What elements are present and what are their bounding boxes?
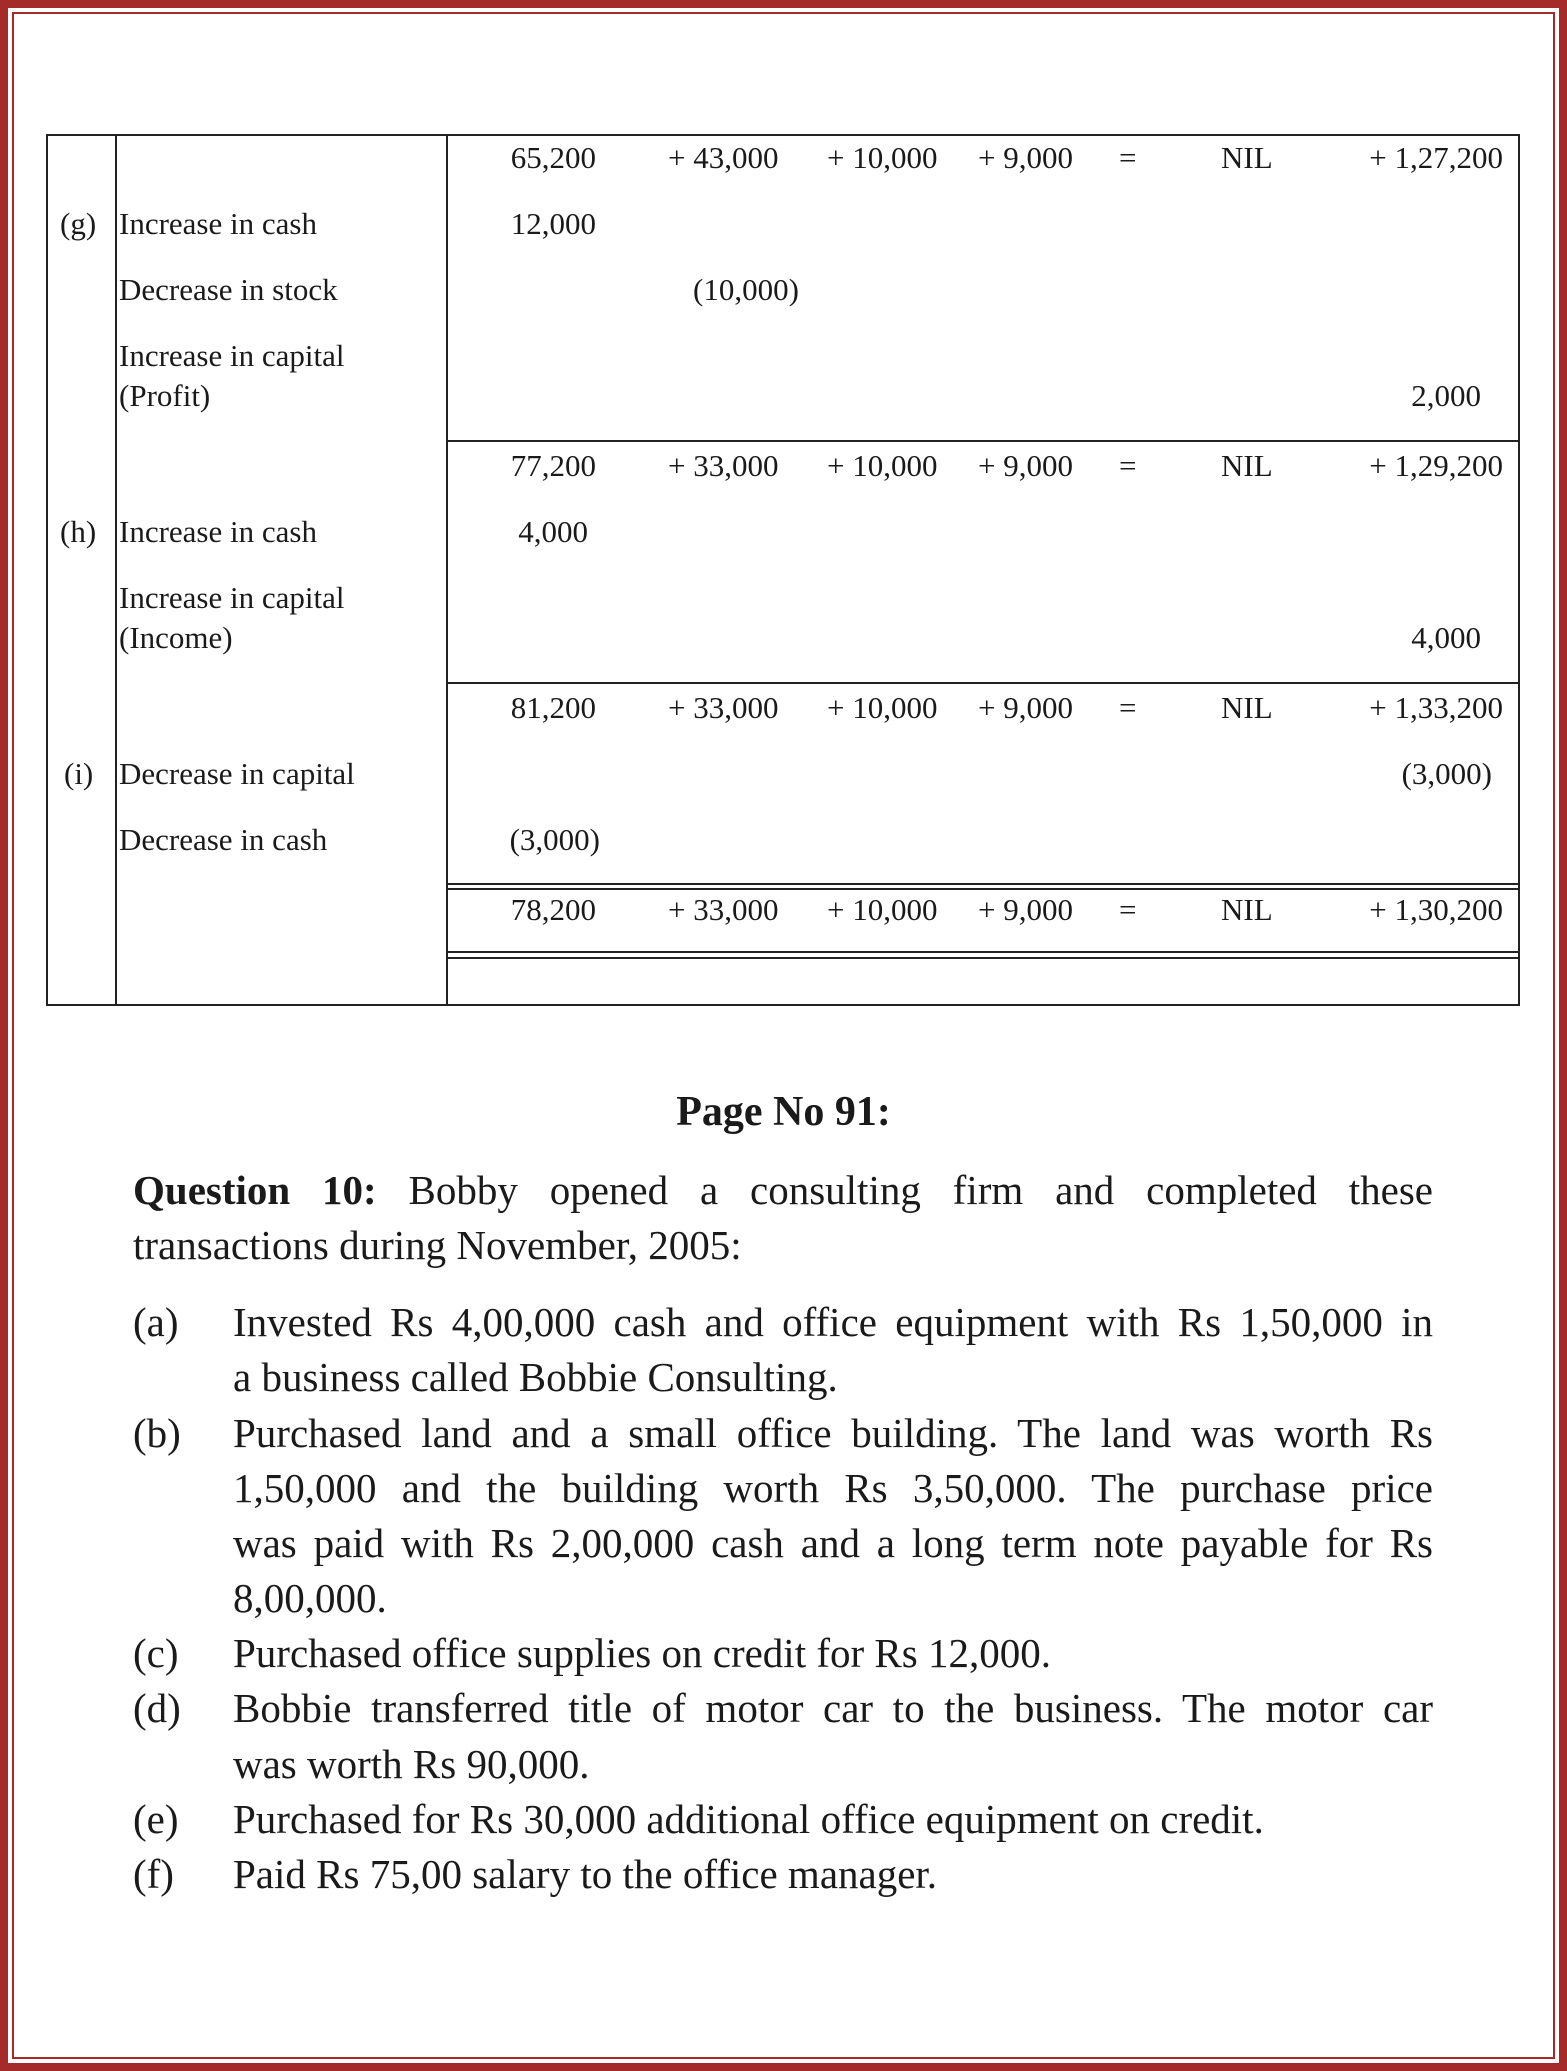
transaction-desc: (Income) xyxy=(119,620,233,655)
transaction-desc: Decrease in capital xyxy=(119,756,355,791)
col3-balance: + 10,000 xyxy=(827,448,938,483)
transaction-desc: Decrease in cash xyxy=(119,822,328,857)
cash-balance: 65,200 xyxy=(510,140,596,175)
table-divider-desc xyxy=(446,134,448,1006)
liabilities-balance: NIL xyxy=(1221,690,1273,725)
table-rule xyxy=(447,682,1520,684)
item-line: 8,00,000. xyxy=(233,1575,387,1621)
cash-balance: 78,200 xyxy=(510,892,596,927)
transaction-desc: (Profit) xyxy=(119,378,211,413)
cash-change: 4,000 xyxy=(518,514,588,549)
item-label: (b) xyxy=(133,1410,181,1456)
transaction-label: (i) xyxy=(64,756,94,791)
table-rule xyxy=(447,883,1520,885)
question-text: Bobby opened a consulting firm and completed these xyxy=(408,1167,1434,1213)
col4-balance: + 9,000 xyxy=(978,690,1073,725)
item-line: was worth Rs 90,000. xyxy=(233,1741,590,1787)
item-label: (f) xyxy=(133,1851,174,1897)
table-rule xyxy=(447,951,1520,953)
liabilities-balance: NIL xyxy=(1221,140,1273,175)
item-line: 1,50,000 and the building worth Rs 3,50,000. The purchase price xyxy=(233,1465,1433,1511)
item-line: was paid with Rs 2,00,000 cash and a long term note payable for Rs xyxy=(233,1520,1433,1566)
capital-change: (3,000) xyxy=(1401,756,1492,791)
equals-sign: = xyxy=(1119,892,1137,927)
transaction-desc: Increase in cash xyxy=(119,206,317,241)
question-intro-line1 xyxy=(133,1163,1433,1218)
stock-balance: + 33,000 xyxy=(668,690,779,725)
col4-balance: + 9,000 xyxy=(978,448,1073,483)
stock-change: (10,000) xyxy=(693,272,799,307)
item-line: Purchased office supplies on credit for Rs 12,000. xyxy=(233,1630,1051,1676)
item-line: Purchased for Rs 30,000 additional office equipment on credit. xyxy=(233,1796,1264,1842)
item-label: (e) xyxy=(133,1796,179,1842)
item-line: Invested Rs 4,00,000 cash and office equipment with Rs 1,50,000 in xyxy=(233,1299,1433,1345)
table-rule xyxy=(447,888,1520,890)
capital-change: 4,000 xyxy=(1411,620,1481,655)
transaction-label: (h) xyxy=(60,514,97,549)
col3-balance: + 10,000 xyxy=(827,690,938,725)
question-label: Question 10: xyxy=(133,1167,377,1213)
col4-balance: + 9,000 xyxy=(978,892,1073,927)
equals-sign: = xyxy=(1119,448,1137,483)
item-line: Paid Rs 75,00 salary to the office manager. xyxy=(233,1851,938,1897)
col3-balance: + 10,000 xyxy=(827,892,938,927)
transaction-label: (g) xyxy=(60,206,97,241)
col3-balance: + 10,000 xyxy=(827,140,938,175)
stock-balance: + 33,000 xyxy=(668,892,779,927)
table-rule xyxy=(447,957,1520,959)
col4-balance: + 9,000 xyxy=(978,140,1073,175)
cash-balance: 81,200 xyxy=(510,690,596,725)
page-heading: Page No 91: xyxy=(676,1089,891,1135)
capital-balance: + 1,29,200 xyxy=(1369,448,1503,483)
item-label: (a) xyxy=(133,1299,179,1345)
table-divider-label xyxy=(115,134,117,1006)
transaction-desc: Decrease in stock xyxy=(119,272,338,307)
capital-change: 2,000 xyxy=(1411,378,1481,413)
stock-balance: + 43,000 xyxy=(668,140,779,175)
equals-sign: = xyxy=(1119,140,1137,175)
cash-change: (3,000) xyxy=(509,822,600,857)
table-rule xyxy=(447,440,1520,442)
item-line: a business called Bobbie Consulting. xyxy=(233,1354,838,1400)
question-intro-line2: transactions during November, 2005: xyxy=(133,1222,742,1268)
stock-balance: + 33,000 xyxy=(668,448,779,483)
transaction-desc: Increase in cash xyxy=(119,514,317,549)
capital-balance: + 1,27,200 xyxy=(1369,140,1503,175)
item-line: Bobbie transferred title of motor car to the business. The motor car xyxy=(233,1685,1433,1731)
liabilities-balance: NIL xyxy=(1221,892,1273,927)
item-label: (d) xyxy=(133,1685,181,1731)
transaction-desc: Increase in capital xyxy=(119,580,345,615)
item-line: Purchased land and a small office building. The land was worth Rs xyxy=(233,1410,1433,1456)
capital-balance: + 1,33,200 xyxy=(1369,690,1503,725)
cash-change: 12,000 xyxy=(510,206,596,241)
liabilities-balance: NIL xyxy=(1221,448,1273,483)
transaction-desc: Increase in capital xyxy=(119,338,345,373)
item-label: (c) xyxy=(133,1630,179,1676)
cash-balance: 77,200 xyxy=(510,448,596,483)
equals-sign: = xyxy=(1119,690,1137,725)
capital-balance: + 1,30,200 xyxy=(1369,892,1503,927)
accounting-equation-table xyxy=(46,134,1520,1006)
